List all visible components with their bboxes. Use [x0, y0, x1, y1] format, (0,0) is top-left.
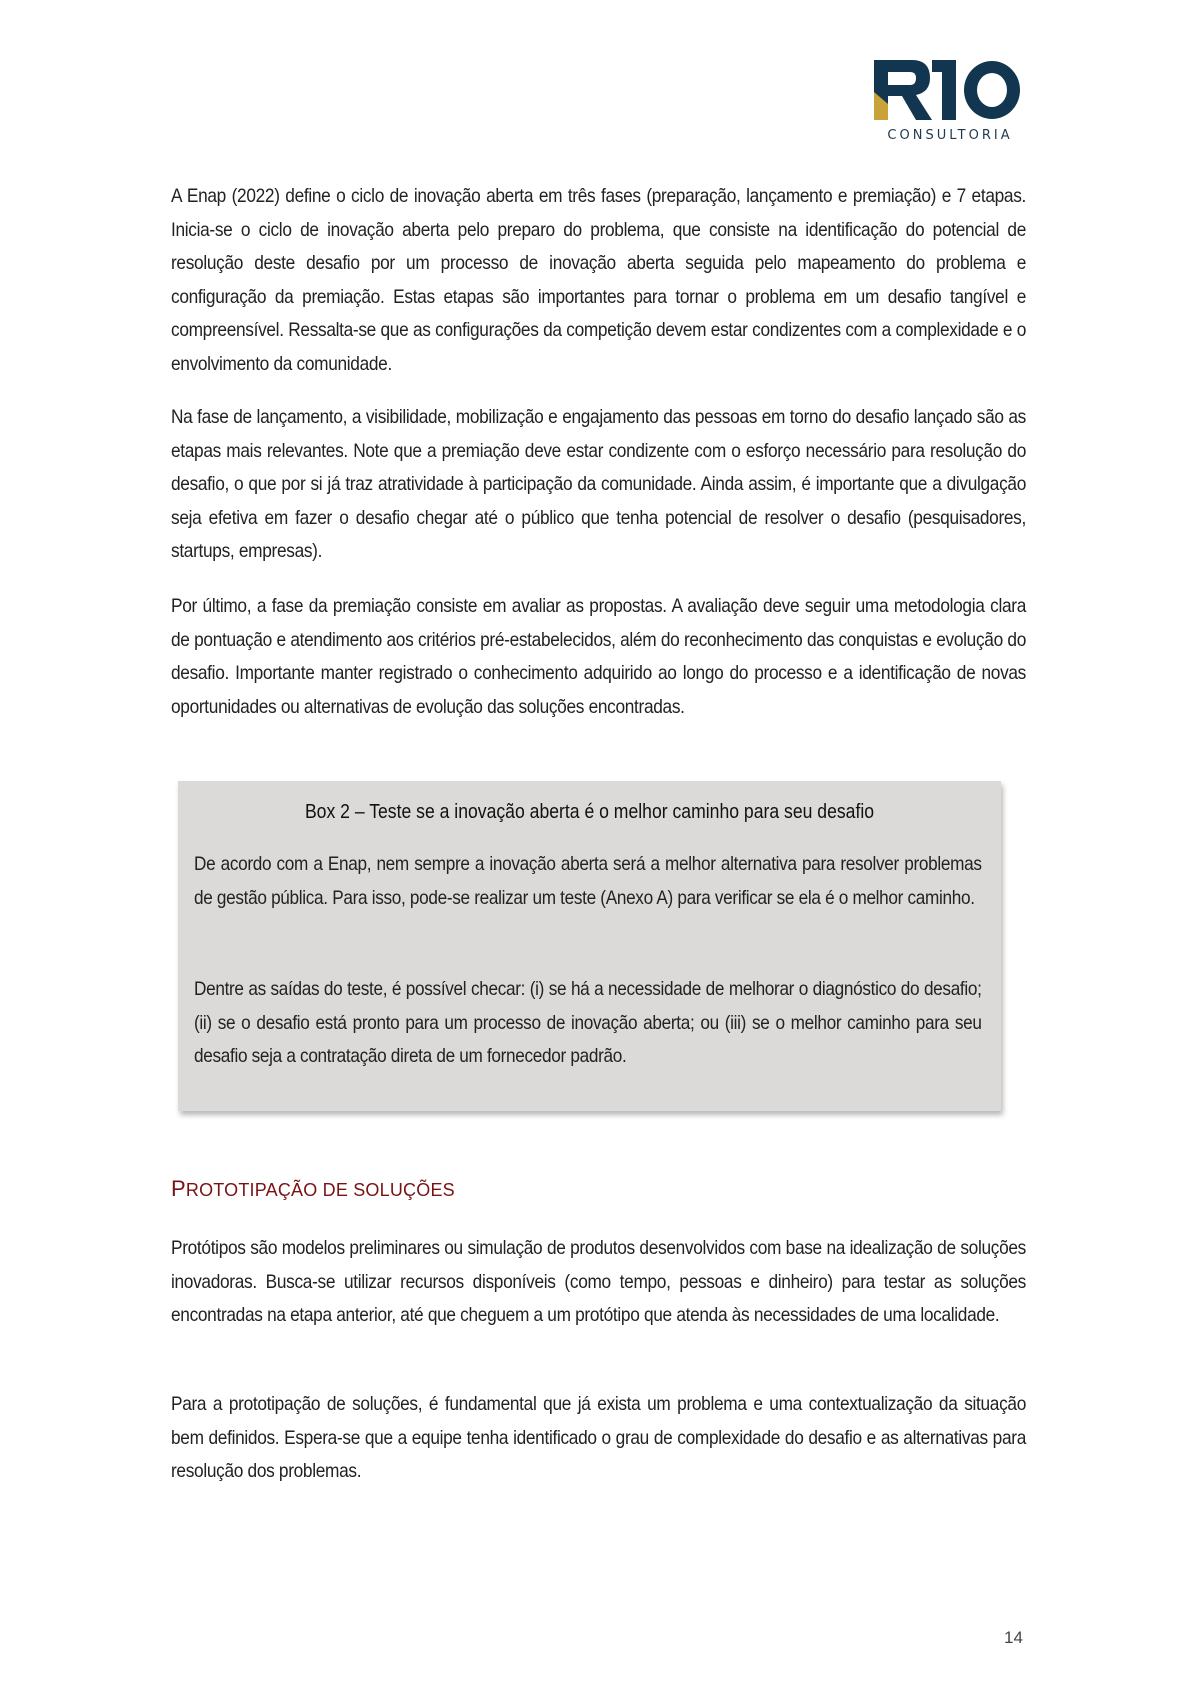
info-box-paragraph: De acordo com a Enap, nem sempre a inovação aberta será a melhor alternativa para resolver problemas de gestão pública. Para isso, pode-se realizar um teste (Anexo A) para verificar se ela é o melhor caminho. [194, 854, 982, 909]
section-heading [171, 1176, 455, 1202]
info-box [178, 781, 1001, 1111]
paragraph-award-phase: Por último, a fase da premiação consiste em avaliar as propostas. A avaliação deve seguir uma metodologia clara de pontuação e atendimento aos critérios pré-estabelecidos, além do reconhecimento das conquistas e evolução do desafio. Importante manter registrado o conhecimento adquirido ao longo do processo e a identificação de novas oportunidades ou alternativas de evolução das soluções encontradas. [171, 596, 1026, 718]
section-heading-rest: ROTOTIPAÇÃO DE SOLUÇÕES [185, 1180, 455, 1200]
logo-subtitle: CONSULTORIA [887, 128, 1013, 143]
section-heading-initial: P [171, 1176, 186, 1201]
company-logo [874, 58, 1024, 148]
info-box-title: Box 2 – Teste se a inovação aberta é o melhor caminho para seu desafio [304, 801, 875, 823]
r1o-logo-icon [874, 58, 1024, 124]
paragraph-innovation-cycle: A Enap (2022) define o ciclo de inovação aberta em três fases (preparação, lançamento e premiação) e 7 etapas. Inicia-se o ciclo de inovação aberta pelo preparo do problema, que consiste na identificação do potencial de resolução deste desafio por um processo de inovação aberta seguida pelo mapeamento do problema e configuração da premiação. Estas etapas são importantes para tornar o problema em um desafio tangível e compreensível. Ressalta-se que as configurações da competição devem estar condizentes com a complexidade e o envolvimento da comunidade. [171, 186, 1026, 375]
page-number: 14 [1004, 1628, 1023, 1647]
paragraph-launch-phase: Na fase de lançamento, a visibilidade, mobilização e engajamento das pessoas em torno do desafio lançado são as etapas mais relevantes. Note que a premiação deve estar condizente com o esforço necessário para resolução do desafio, o que por si já traz atratividade à participação da comunidade. Ainda assim, é importante que a divulgação seja efetiva em fazer o desafio chegar até o público que tenha potencial de resolver o desafio (pesquisadores, startups, empresas). [171, 407, 1026, 562]
info-box-paragraph: Dentre as saídas do teste, é possível checar: (i) se há a necessidade de melhorar o diagnóstico do desafio; (ii) se o desafio está pronto para um processo de inovação aberta; ou (iii) se o melhor caminho para seu desafio seja a contratação direta de um fornecedor padrão. [194, 979, 982, 1067]
paragraph-prototyping-requirements: Para a prototipação de soluções, é fundamental que já exista um problema e uma contextualização da situação bem definidos. Espera-se que a equipe tenha identificado o grau de complexidade do desafio e as alternativas para resolução dos problemas. [171, 1394, 1026, 1482]
paragraph-prototypes: Protótipos são modelos preliminares ou simulação de produtos desenvolvidos com base na idealização de soluções inovadoras. Busca-se utilizar recursos disponíveis (como tempo, pessoas e dinheiro) para testar as soluções encontradas na etapa anterior, até que cheguem a um protótipo que atenda às necessidades de uma localidade. [171, 1238, 1026, 1326]
